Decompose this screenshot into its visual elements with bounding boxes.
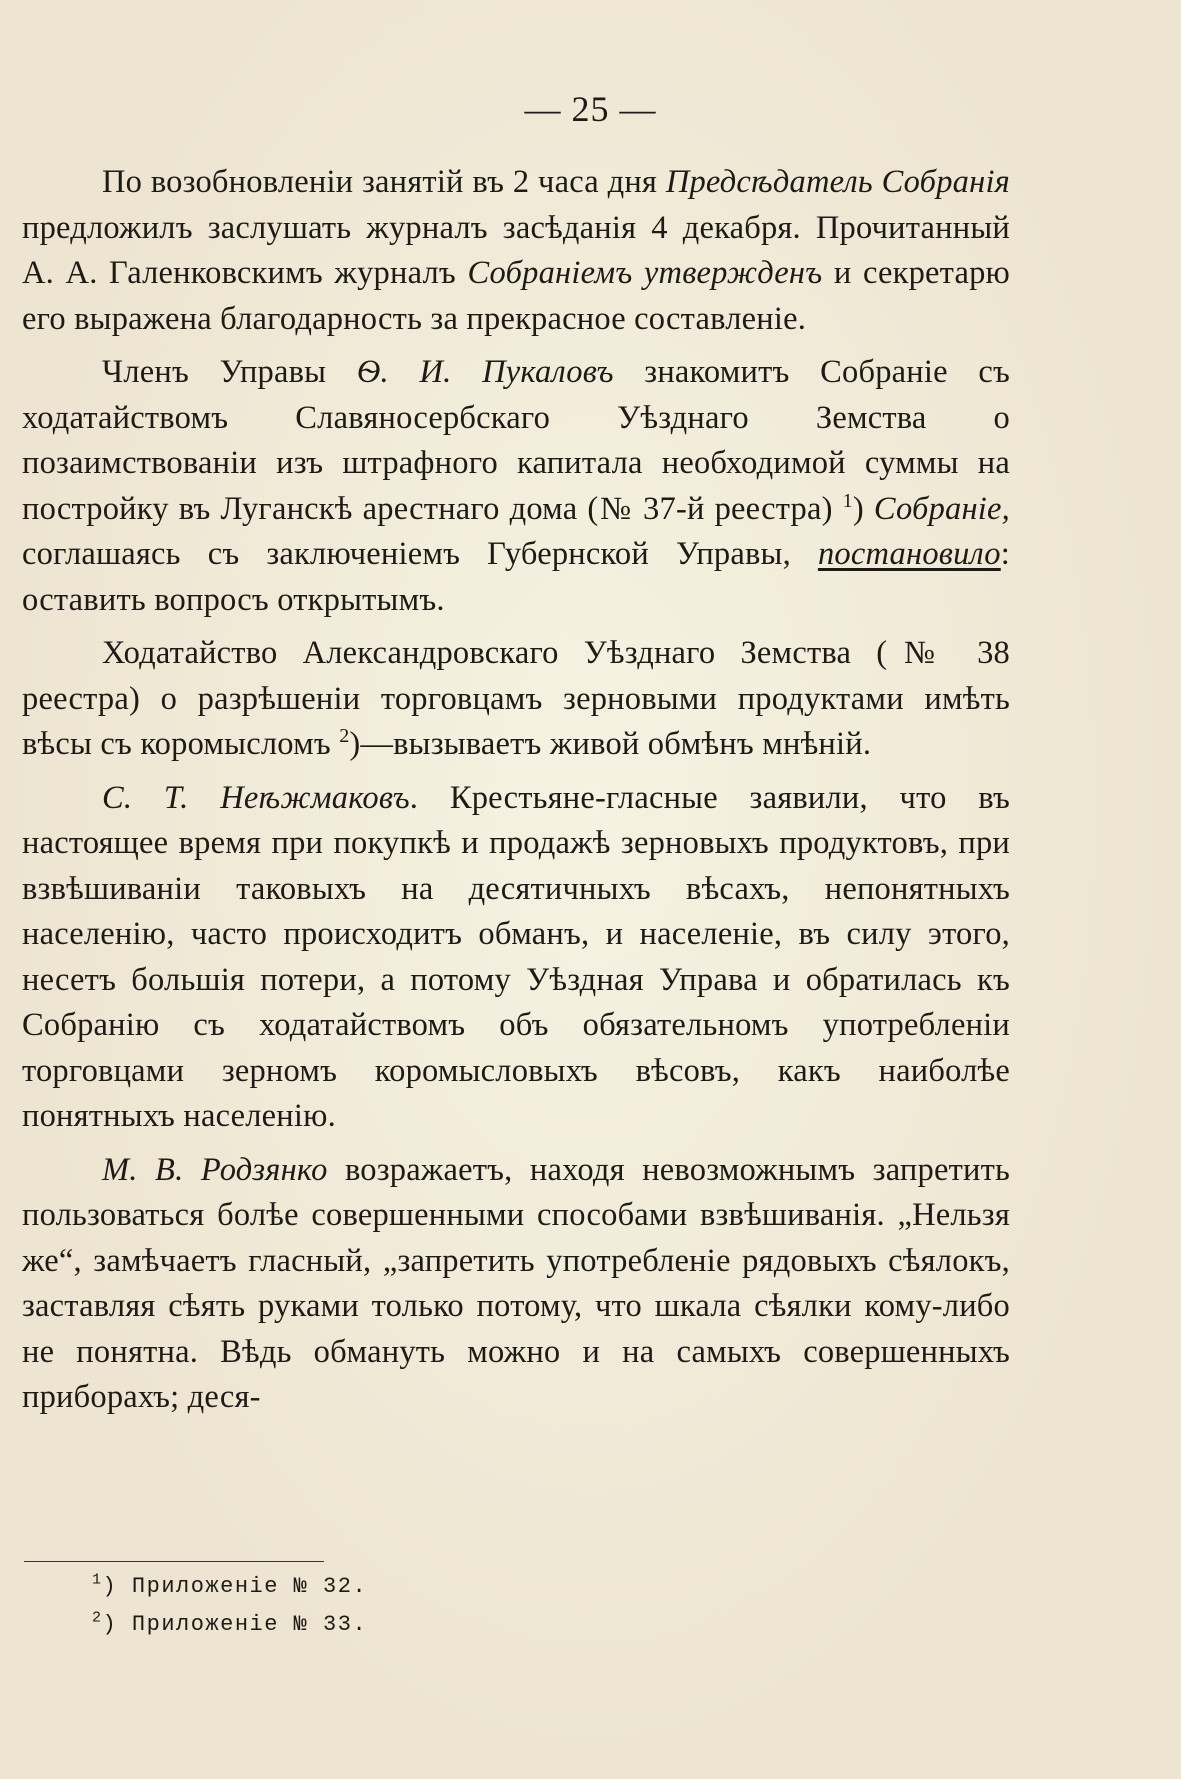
p5-italic-speaker: М. В. Родзянко [102, 1151, 328, 1188]
p2-text-c: знакомитъ Собраніе съ ходатайствомъ Славяносербскаго Уѣзднаго Земства о позаимствованіи изъ штрафного капитала необходимой суммы на постройку въ Луганскѣ арестнаго дома (№ 37-й реестра) [22, 354, 1010, 527]
p2-italic-speaker: Ѳ. И. Пукаловъ [356, 354, 614, 390]
footnote-2-close: ) [102, 1612, 118, 1637]
p2-text-h: : оставить вопросъ открытымъ. [22, 536, 1010, 618]
paragraph-3 [22, 631, 1010, 768]
paragraph-1 [22, 160, 1010, 342]
p4-italic-speaker: С. Т. Неѣжмаковъ [102, 779, 410, 816]
footnote-1-close: ) [102, 1574, 118, 1599]
paragraph-4 [22, 776, 1010, 1140]
p2-text-f: соглашаясь съ заключеніемъ Губернской Управы, [22, 536, 818, 572]
paragraph-5 [22, 1148, 1010, 1421]
page-number: — 25 — [524, 89, 657, 129]
p3-text-b: )—вызываетъ живой обмѣнъ мнѣній. [349, 726, 872, 762]
p5-text-b: возражаетъ, находя невозможнымъ запретить пользоваться болѣе совершенными способами взвѣшиванія. „Нельзя же“, замѣчаетъ гласный, „запретить употребленіе рядовыхъ сѣялокъ, заставляя сѣять руками только потому, что шкала сѣялки кому-либо не понятна. Вѣдь обмануть можно и на самыхъ совершенныхъ приборахъ; деся- [22, 1151, 1010, 1415]
footnote-divider [24, 1561, 324, 1562]
p2-footnote-mark: 1 [842, 489, 853, 512]
paragraph-2 [22, 350, 1010, 623]
p3-footnote-mark: 2 [339, 725, 350, 748]
p2-italic-assembly: Собраніе, [873, 490, 1010, 527]
p4-text-b: . Крестьяне-гласные заявили, что въ настоящее время при покупкѣ и продажѣ зерновыхъ продуктовъ, при взвѣшиваніи таковыхъ на десятичныхъ вѣсахъ, непонятныхъ населенію, часто происходитъ обманъ, и населеніе, въ силу этого, несетъ большія потери, а потому Уѣздная Управа и обратилась къ Собранію съ ходатайствомъ объ обязательномъ употребленіи торговцами зерномъ коромысловыхъ вѣсовъ, какъ наиболѣе понятныхъ населенію. [22, 779, 1010, 1134]
footnote-1 [92, 1568, 692, 1606]
p1-italic-approved: Собраніемъ утвержденъ [467, 255, 823, 291]
footnotes [92, 1568, 692, 1644]
footnote-1-mark: 1 [92, 1571, 103, 1589]
footnote-2-text: Приложеніе № 33. [117, 1612, 368, 1637]
footnote-2 [92, 1606, 692, 1644]
p1-text-e: и секретарю его выражена благодарность за прекрасное составленіе. [22, 255, 1011, 337]
document-body [22, 160, 1010, 1421]
footnote-2-mark: 2 [92, 1609, 103, 1627]
p1-italic-chairman: Предсѣдатель Собранія [665, 164, 1010, 200]
p1-text-a: По возобновленіи занятій въ 2 часа дня [102, 164, 666, 200]
p2-italic-resolved: постановило [817, 536, 1001, 572]
p1-text-c: предложилъ заслушать журналъ засѣданія 4 декабря. Прочитанный А. А. Галенковскимъ журналъ [22, 209, 1010, 291]
p2-text-a: Членъ Управы [102, 354, 357, 390]
footnote-1-text: Приложеніе № 32. [117, 1574, 368, 1599]
p2-text-d: ) [852, 490, 874, 527]
p3-text-a: Ходатайство Александровскаго Уѣзднаго Земства (№ 38 реестра) о разрѣшеніи торговцамъ зерновыми продуктами имѣть вѣсы съ коромысломъ [22, 635, 1010, 762]
